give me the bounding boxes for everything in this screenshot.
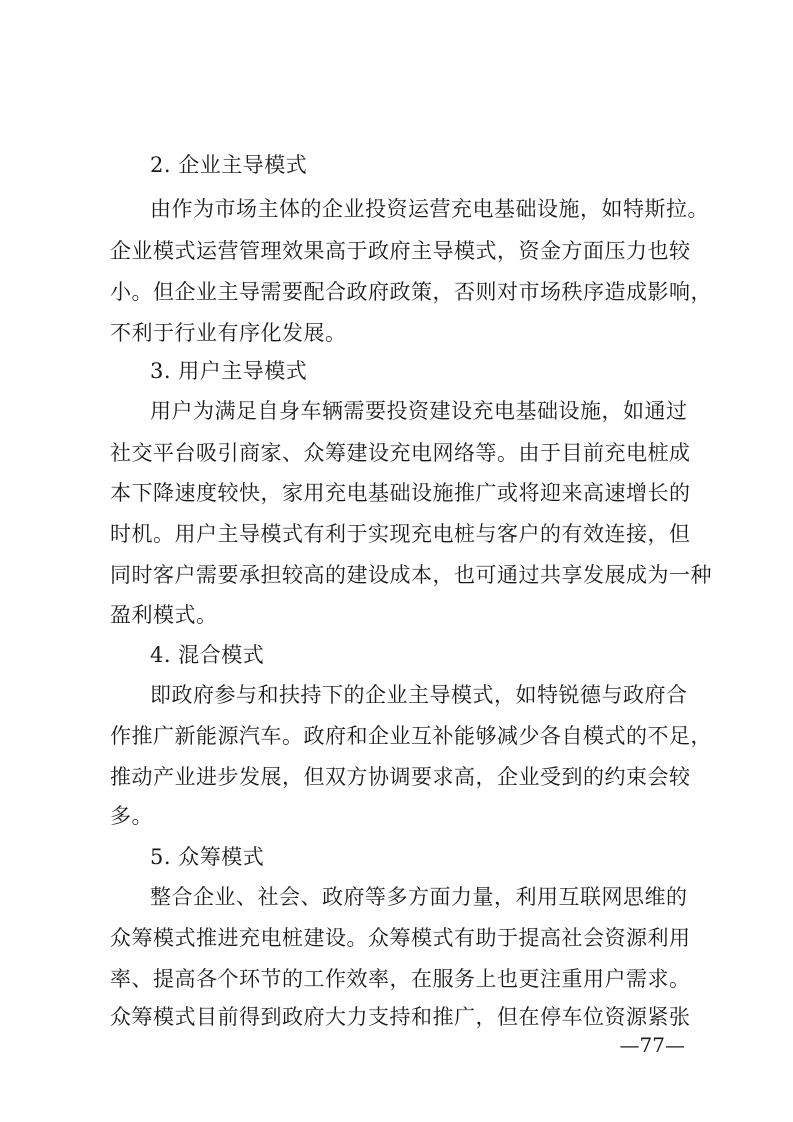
paragraph-line: 推动产业进步发展，但双方协调要求高，企业受到的约束会较 <box>110 765 691 789</box>
paragraph-line: 时机。用户主导模式有利于实现充电桩与客户的有效连接，但 <box>110 522 691 546</box>
section-heading-4: 4. 混合模式 <box>150 643 265 667</box>
paragraph-line: 众筹模式推进充电桩建设。众筹模式有助于提高社会资源利用 <box>110 926 691 950</box>
section-heading-5: 5. 众筹模式 <box>150 845 265 869</box>
paragraph-line: 社交平台吸引商家、众筹建设充电网络等。由于目前充电桩成 <box>110 441 691 465</box>
paragraph-line: 众筹模式目前得到政府大力支持和推广，但在停车位资源紧张 <box>110 1005 691 1029</box>
paragraph-line: 即政府参与和扶持下的企业主导模式，如特锐德与政府合 <box>150 683 688 707</box>
paragraph-line: 企业模式运营管理效果高于政府主导模式，资金方面压力也较 <box>110 239 691 263</box>
section-heading-2: 2. 企业主导模式 <box>150 153 308 177</box>
paragraph-line: 多。 <box>110 804 153 828</box>
paragraph-line: 小。但企业主导需要配合政府政策，否则对市场秩序造成影响， <box>110 280 712 304</box>
paragraph-line: 本下降速度较快，家用充电基础设施推广或将迎来高速增长的 <box>110 481 691 505</box>
paragraph-line: 作推广新能源汽车。政府和企业互补能够减少各自模式的不足， <box>110 724 712 748</box>
paragraph-line: 用户为满足自身车辆需要投资建设充电基础设施，如通过 <box>150 399 688 423</box>
paragraph-line: 率、提高各个环节的工作效率，在服务上也更注重用户需求。 <box>110 967 691 991</box>
page-number: —77— <box>619 1033 685 1057</box>
paragraph-line: 同时客户需要承担较高的建设成本，也可通过共享发展成为一种 <box>110 563 712 587</box>
paragraph-line: 不利于行业有序化发展。 <box>110 321 347 345</box>
section-heading-3: 3. 用户主导模式 <box>150 359 308 383</box>
paragraph-line: 由作为市场主体的企业投资运营充电基础设施，如特斯拉。 <box>150 197 709 221</box>
paragraph-line: 盈利模式。 <box>110 603 218 627</box>
paragraph-line: 整合企业、社会、政府等多方面力量，利用互联网思维的 <box>150 885 688 909</box>
